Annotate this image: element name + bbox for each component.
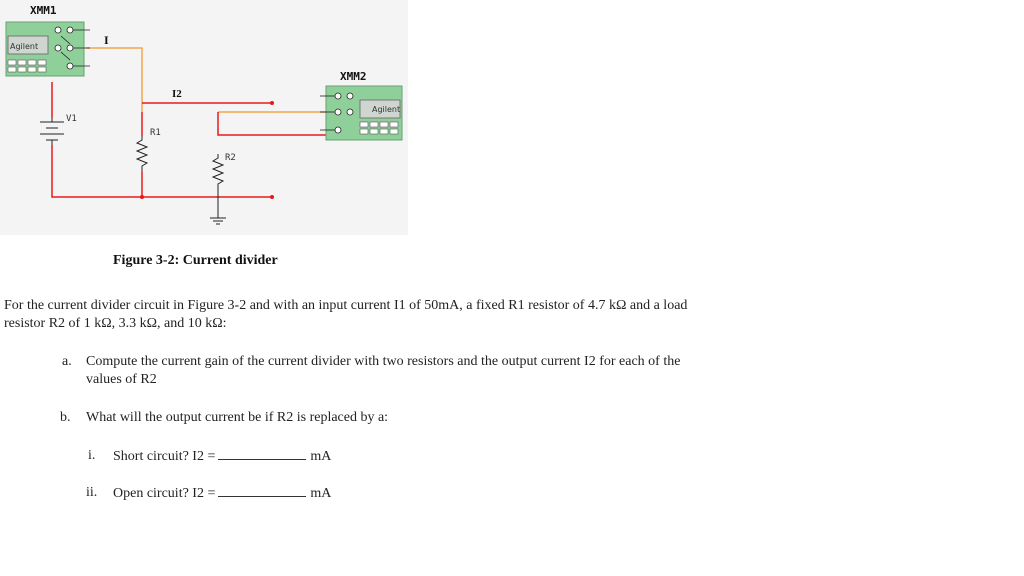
subitem-i xyxy=(113,447,331,466)
junction-dot xyxy=(270,195,274,199)
meter2-brand: Agilent xyxy=(372,105,401,114)
subitem-ii-prompt: Open circuit? I2 = xyxy=(113,486,216,501)
current-label-i2: I2 xyxy=(172,88,182,100)
subitem-ii-unit: mA xyxy=(310,486,332,501)
resistor-r1-label: R1 xyxy=(150,128,161,138)
junction-dot xyxy=(140,195,144,199)
subitem-i-prompt: Short circuit? I2 = xyxy=(113,449,216,464)
subitem-ii xyxy=(113,484,331,503)
figure-caption: Figure 3-2: Current divider xyxy=(113,253,278,268)
meter1-brand: Agilent xyxy=(10,42,39,51)
resistor-r2-label: R2 xyxy=(225,153,236,163)
answer-blank-short-circuit[interactable] xyxy=(218,447,306,460)
problem-statement: For the current divider circuit in Figure 3-2 and with an input current I1 of 50mA, a fixed R1 resistor of 4.7 kΩ and a load resistor R2 of 1 kΩ, 3.3 kΩ, and 10 kΩ: xyxy=(4,298,688,331)
item-a-marker: a. xyxy=(62,354,72,369)
circuit-schematic xyxy=(0,0,410,240)
subitem-i-unit: mA xyxy=(310,449,332,464)
subitem-ii-marker: ii. xyxy=(86,485,98,500)
junction-dot xyxy=(270,101,274,105)
source-label: V1 xyxy=(66,114,77,124)
item-b-marker: b. xyxy=(60,410,71,425)
meter2-label: XMM2 xyxy=(340,70,367,83)
answer-blank-open-circuit[interactable] xyxy=(218,484,306,497)
subitem-i-marker: i. xyxy=(88,448,96,463)
item-a-text: Compute the current gain of the current divider with two resistors and the output current I2 for each of the values of R2 xyxy=(86,354,681,387)
meter1-label: XMM1 xyxy=(30,4,57,17)
item-b-text: What will the output current be if R2 is replaced by a: xyxy=(86,410,389,425)
current-label-i: I xyxy=(104,33,109,47)
